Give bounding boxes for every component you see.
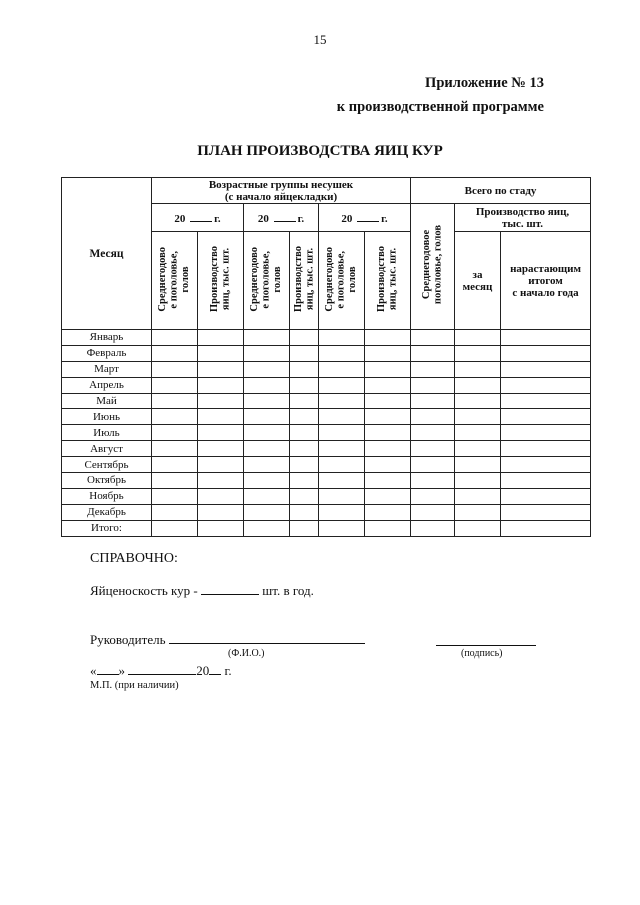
data-cell[interactable] bbox=[365, 457, 411, 473]
data-cell[interactable] bbox=[365, 425, 411, 441]
data-cell[interactable] bbox=[319, 425, 365, 441]
data-cell[interactable] bbox=[244, 441, 290, 457]
col-avg-line-2: е поголовье, bbox=[335, 250, 347, 308]
egg-rate-line bbox=[90, 583, 314, 599]
stamp-note: М.П. (при наличии) bbox=[90, 680, 179, 691]
data-cell[interactable] bbox=[319, 473, 365, 489]
data-cell[interactable] bbox=[319, 441, 365, 457]
month-label: Декабрь bbox=[62, 504, 152, 520]
data-cell[interactable] bbox=[319, 488, 365, 504]
data-cell[interactable] bbox=[152, 441, 198, 457]
data-cell[interactable] bbox=[501, 473, 591, 489]
signature-label: (подпись) bbox=[461, 648, 503, 659]
per-month-line-1: за bbox=[472, 268, 483, 281]
data-cell[interactable] bbox=[244, 393, 290, 409]
data-cell[interactable] bbox=[411, 345, 455, 361]
data-cell[interactable] bbox=[152, 473, 198, 489]
month-label: Август bbox=[62, 441, 152, 457]
per-month-header bbox=[455, 232, 501, 330]
month-header: Месяц bbox=[62, 178, 152, 330]
date-line bbox=[90, 663, 232, 679]
data-cell[interactable] bbox=[244, 457, 290, 473]
col-prod-line-2: яиц, тыс. шт. bbox=[220, 247, 232, 311]
data-cell[interactable] bbox=[290, 457, 319, 473]
data-cell[interactable] bbox=[455, 393, 501, 409]
data-cell[interactable] bbox=[455, 441, 501, 457]
col-prod-line-1: Производство bbox=[292, 245, 304, 313]
col-avg-line-3: голов bbox=[180, 265, 192, 293]
data-cell[interactable] bbox=[501, 330, 591, 346]
data-cell[interactable] bbox=[319, 377, 365, 393]
col-avg-line-2: е поголовье, bbox=[260, 250, 272, 308]
data-cell[interactable] bbox=[411, 520, 455, 536]
month-label: Октябрь bbox=[62, 473, 152, 489]
egg-rate-field[interactable] bbox=[201, 594, 259, 595]
production-header-3 bbox=[365, 232, 411, 330]
appendix-header bbox=[337, 71, 544, 119]
data-cell[interactable] bbox=[290, 361, 319, 377]
data-cell[interactable] bbox=[365, 330, 411, 346]
data-cell[interactable] bbox=[198, 488, 244, 504]
month-label: Январь bbox=[62, 330, 152, 346]
data-cell[interactable] bbox=[501, 377, 591, 393]
table-row bbox=[62, 425, 591, 441]
data-cell[interactable] bbox=[244, 425, 290, 441]
date-year-field[interactable] bbox=[209, 674, 221, 675]
data-cell[interactable] bbox=[198, 520, 244, 536]
data-cell[interactable] bbox=[455, 345, 501, 361]
data-cell[interactable] bbox=[244, 473, 290, 489]
cumulative-line-2: итогом bbox=[528, 274, 563, 287]
cumulative-line-3: с начало года bbox=[512, 286, 579, 299]
data-cell[interactable] bbox=[455, 520, 501, 536]
data-cell[interactable] bbox=[244, 361, 290, 377]
data-cell[interactable] bbox=[501, 441, 591, 457]
table-row bbox=[62, 457, 591, 473]
col-avg-line-1: Среднегодово bbox=[249, 246, 261, 312]
avg-herd-header-2 bbox=[244, 232, 290, 330]
col-prod-line-2: яиц, тыс. шт. bbox=[304, 247, 315, 311]
egg-rate-unit: шт. в год. bbox=[262, 583, 314, 598]
month-label: Июнь bbox=[62, 409, 152, 425]
total-prod-line-2: тыс. шт. bbox=[502, 217, 544, 230]
table-row bbox=[62, 377, 591, 393]
data-cell[interactable] bbox=[455, 377, 501, 393]
data-cell[interactable] bbox=[319, 504, 365, 520]
year-suffix: г. bbox=[214, 212, 221, 225]
date-open-quote: « bbox=[90, 663, 97, 678]
month-label: Сентябрь bbox=[62, 457, 152, 473]
data-cell[interactable] bbox=[198, 393, 244, 409]
data-cell[interactable] bbox=[244, 409, 290, 425]
data-cell[interactable] bbox=[198, 409, 244, 425]
year-prefix: 20 bbox=[174, 212, 186, 225]
per-month-line-2: месяц bbox=[462, 280, 493, 293]
head-signature-line bbox=[90, 632, 365, 648]
year-suffix: г. bbox=[297, 212, 305, 225]
data-cell[interactable] bbox=[198, 361, 244, 377]
data-cell[interactable] bbox=[365, 520, 411, 536]
data-cell[interactable] bbox=[411, 361, 455, 377]
col-avg-line-3: голов bbox=[347, 265, 359, 293]
month-label: Ноябрь bbox=[62, 488, 152, 504]
total-production-header bbox=[455, 204, 591, 232]
data-cell[interactable] bbox=[501, 361, 591, 377]
data-cell[interactable] bbox=[455, 473, 501, 489]
production-header-2 bbox=[290, 232, 319, 330]
data-cell[interactable] bbox=[411, 473, 455, 489]
data-cell[interactable] bbox=[365, 409, 411, 425]
data-cell[interactable] bbox=[290, 393, 319, 409]
month-label: Февраль bbox=[62, 345, 152, 361]
data-cell[interactable] bbox=[290, 441, 319, 457]
document-title: ПЛАН ПРОИЗВОДСТВА ЯИЦ КУР bbox=[197, 143, 443, 159]
table-row bbox=[62, 330, 591, 346]
data-cell[interactable] bbox=[244, 377, 290, 393]
data-cell[interactable] bbox=[198, 425, 244, 441]
data-cell[interactable] bbox=[411, 393, 455, 409]
table-row bbox=[62, 361, 591, 377]
data-cell[interactable] bbox=[411, 409, 455, 425]
data-cell[interactable] bbox=[455, 425, 501, 441]
head-label: Руководитель bbox=[90, 632, 166, 647]
data-cell[interactable] bbox=[411, 488, 455, 504]
year-prefix: 20 bbox=[341, 212, 353, 225]
month-label: Июль bbox=[62, 425, 152, 441]
data-cell[interactable] bbox=[411, 425, 455, 441]
data-cell[interactable] bbox=[501, 520, 591, 536]
data-cell[interactable] bbox=[411, 377, 455, 393]
data-cell[interactable] bbox=[290, 330, 319, 346]
col-avg-line-1: Среднегодово bbox=[324, 246, 336, 312]
table-row bbox=[62, 393, 591, 409]
data-cell[interactable] bbox=[501, 409, 591, 425]
data-cell[interactable] bbox=[319, 409, 365, 425]
data-cell[interactable] bbox=[365, 488, 411, 504]
data-cell[interactable] bbox=[501, 393, 591, 409]
data-cell[interactable] bbox=[198, 330, 244, 346]
data-cell[interactable] bbox=[455, 457, 501, 473]
date-year-suffix: г. bbox=[224, 663, 232, 678]
data-cell[interactable] bbox=[198, 441, 244, 457]
year-prefix: 20 bbox=[257, 212, 269, 225]
data-cell[interactable] bbox=[152, 425, 198, 441]
table-row bbox=[62, 345, 591, 361]
col-avg-line-1: Среднегодово bbox=[157, 246, 169, 312]
total-prod-line-1: Производство яиц, bbox=[475, 205, 570, 218]
total-avg-line-2: поголовье, голов bbox=[432, 225, 444, 305]
appendix-line-1: Приложение № 13 bbox=[425, 75, 544, 91]
date-year-prefix: 20 bbox=[196, 663, 210, 678]
year-group-3 bbox=[319, 204, 411, 232]
data-cell[interactable] bbox=[365, 361, 411, 377]
data-cell[interactable] bbox=[319, 457, 365, 473]
data-cell[interactable] bbox=[411, 330, 455, 346]
data-cell[interactable] bbox=[290, 520, 319, 536]
data-cell[interactable] bbox=[152, 520, 198, 536]
age-groups-header bbox=[152, 178, 411, 204]
data-cell[interactable] bbox=[411, 441, 455, 457]
page-number: 15 bbox=[313, 32, 327, 47]
month-label: Март bbox=[62, 361, 152, 377]
col-prod-line-1: Производство bbox=[376, 245, 387, 313]
data-cell[interactable] bbox=[455, 330, 501, 346]
data-cell[interactable] bbox=[455, 504, 501, 520]
total-avg-herd-header bbox=[411, 204, 455, 330]
cumulative-header bbox=[501, 232, 591, 330]
data-cell[interactable] bbox=[244, 504, 290, 520]
date-month-field[interactable] bbox=[128, 674, 196, 675]
age-groups-line-1: Возрастные группы несушек bbox=[208, 178, 354, 191]
data-cell[interactable] bbox=[290, 409, 319, 425]
fio-label: (Ф.И.О.) bbox=[228, 648, 265, 659]
data-cell[interactable] bbox=[319, 393, 365, 409]
data-cell[interactable] bbox=[244, 330, 290, 346]
month-label: Итого: bbox=[62, 520, 152, 536]
table-row bbox=[62, 520, 591, 536]
data-cell[interactable] bbox=[152, 377, 198, 393]
avg-herd-header-1 bbox=[152, 232, 198, 330]
date-close-quote: » bbox=[118, 663, 125, 678]
reference-heading: СПРАВОЧНО: bbox=[90, 551, 178, 566]
data-cell[interactable] bbox=[244, 345, 290, 361]
data-cell[interactable] bbox=[290, 345, 319, 361]
avg-herd-header-3 bbox=[319, 232, 365, 330]
table-row bbox=[62, 488, 591, 504]
month-label: Апрель bbox=[62, 377, 152, 393]
data-cell[interactable] bbox=[152, 504, 198, 520]
data-cell[interactable] bbox=[290, 504, 319, 520]
cumulative-line-1: нарастающим bbox=[510, 262, 581, 275]
data-cell[interactable] bbox=[501, 457, 591, 473]
data-cell[interactable] bbox=[152, 330, 198, 346]
head-name-field[interactable] bbox=[169, 643, 365, 644]
data-cell[interactable] bbox=[365, 504, 411, 520]
production-header-1 bbox=[198, 232, 244, 330]
data-cell[interactable] bbox=[411, 457, 455, 473]
data-cell[interactable] bbox=[319, 520, 365, 536]
data-cell[interactable] bbox=[455, 488, 501, 504]
appendix-line-2: к производственной программе bbox=[336, 99, 544, 115]
data-cell[interactable] bbox=[244, 488, 290, 504]
data-cell[interactable] bbox=[290, 425, 319, 441]
year-group-1 bbox=[152, 204, 244, 232]
data-cell[interactable] bbox=[501, 504, 591, 520]
data-cell[interactable] bbox=[365, 441, 411, 457]
data-cell[interactable] bbox=[198, 345, 244, 361]
total-herd-header: Всего по стаду bbox=[411, 178, 591, 204]
data-cell[interactable] bbox=[198, 377, 244, 393]
egg-rate-label: Яйценоскость кур - bbox=[90, 583, 198, 598]
data-cell[interactable] bbox=[501, 345, 591, 361]
year-group-2 bbox=[244, 204, 319, 232]
data-cell[interactable] bbox=[319, 345, 365, 361]
col-avg-line-2: е поголовье, bbox=[168, 250, 180, 308]
data-cell[interactable] bbox=[365, 345, 411, 361]
table-row bbox=[62, 473, 591, 489]
data-cell[interactable] bbox=[152, 488, 198, 504]
data-cell[interactable] bbox=[411, 504, 455, 520]
egg-production-table bbox=[61, 177, 591, 537]
data-cell[interactable] bbox=[244, 520, 290, 536]
col-avg-line-3: голов bbox=[272, 265, 284, 293]
data-cell[interactable] bbox=[365, 393, 411, 409]
date-day-field[interactable] bbox=[97, 674, 119, 675]
table-row bbox=[62, 409, 591, 425]
data-cell[interactable] bbox=[290, 488, 319, 504]
data-cell[interactable] bbox=[152, 345, 198, 361]
data-cell[interactable] bbox=[290, 377, 319, 393]
data-cell[interactable] bbox=[198, 457, 244, 473]
data-cell[interactable] bbox=[152, 409, 198, 425]
data-cell[interactable] bbox=[198, 473, 244, 489]
table-row bbox=[62, 441, 591, 457]
data-cell[interactable] bbox=[290, 473, 319, 489]
data-cell[interactable] bbox=[455, 361, 501, 377]
data-cell[interactable] bbox=[152, 361, 198, 377]
month-rows bbox=[62, 330, 591, 537]
data-cell[interactable] bbox=[152, 393, 198, 409]
data-cell[interactable] bbox=[501, 488, 591, 504]
data-cell[interactable] bbox=[365, 473, 411, 489]
table-row bbox=[62, 504, 591, 520]
data-cell[interactable] bbox=[152, 457, 198, 473]
col-prod-line-2: яиц, тыс. шт. bbox=[387, 247, 399, 311]
data-cell[interactable] bbox=[319, 361, 365, 377]
col-prod-line-1: Производство bbox=[209, 245, 220, 313]
data-cell[interactable] bbox=[319, 330, 365, 346]
month-label: Май bbox=[62, 393, 152, 409]
data-cell[interactable] bbox=[198, 504, 244, 520]
data-cell[interactable] bbox=[501, 425, 591, 441]
age-groups-line-2: (с начало яйцекладки) bbox=[224, 190, 338, 203]
year-suffix: г. bbox=[381, 212, 388, 225]
data-cell[interactable] bbox=[365, 377, 411, 393]
total-avg-line-1: Среднегодовое bbox=[421, 230, 432, 300]
data-cell[interactable] bbox=[455, 409, 501, 425]
signature-field[interactable] bbox=[436, 644, 536, 646]
